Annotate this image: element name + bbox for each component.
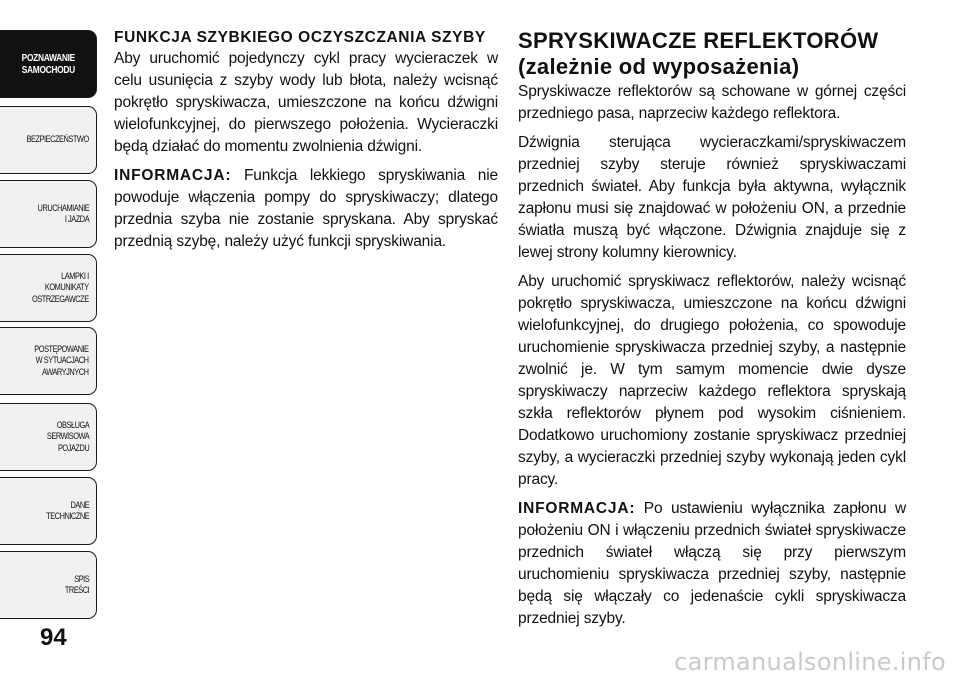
body-paragraph: Spryskiwacze reflektorów są schowane w górnej części przedniego pasa, naprzeciw każdego reflektora. [518,83,906,122]
tab-label: POZNAWANIE SAMOCHODU [21,52,75,76]
tab-uruchamianie-i-jazda[interactable] [0,180,97,248]
tab-label: POSTĘPOWANIE W SYTUACJACH AWARYJNYCH [34,343,89,378]
info-note [518,498,906,630]
right-column [518,28,906,637]
info-note-text: Funkcja lekkiego spryskiwania nie powoduje włączenia pompy do spryskiwaczy; dlatego przednia szyba nie zostanie spryskana. Aby spryskać przednią szybę, należy użyć funkcji spryskiwania. [114,167,498,250]
tab-lampki-i-komunikaty[interactable] [0,254,97,322]
body-paragraph: Aby uruchomić spryskiwacz reflektorów, należy wcisnąć pokrętło spryskiwacza, umieszczone na końcu dźwigni wielofunkcyjnej, do drugiego położenia, co spowoduje uruchomienie spryskiwacza przedniej szyby, a następnie zwolnić je. W tym samym momencie dwie dysze spryskiwaczy naprzeciw każdego reflektora spryskają szkła reflektorów płynem pod wysokim ciśnieniem. Dodatkowo uruchomiony zostanie spryskiwacz przedniej szyby, a wycieraczki przedniej szyby wykonają jeden cykl pracy. [518,273,906,488]
section-heading-line1: SPRYSKIWACZE REFLEKTORÓW [518,28,879,53]
body-paragraph: Aby uruchomić pojedynczy cykl pracy wycieraczek w celu usunięcia z szyby wody lub błota, należy wcisnąć pokrętło spryskiwacza, umieszczone na końcu dźwigni wielofunkcyjnej, do pierwszego położenia. Wycieraczki będą działać do momentu zwolnienia dźwigni. [114,50,498,155]
tab-label: OBSŁUGA SERWISOWA POJAZDU [46,419,89,454]
tab-dane-techniczne[interactable] [0,477,97,545]
section-heading-line2: (zależnie od wyposażenia) [518,54,800,79]
tab-obsluga-serwisowa[interactable] [0,403,97,471]
section-heading: FUNKCJA SZYBKIEGO OCZYSZCZANIA SZYBY [114,29,486,46]
tab-label: BEZPIECZEŃSTWO [26,134,89,146]
left-column [114,28,498,260]
tab-poznawanie-samochodu[interactable] [0,30,97,98]
tab-label: SPIS TREŚCI [64,573,89,596]
tab-postepowanie-awaryjne[interactable] [0,327,97,395]
info-note-text: Po ustawieniu wyłącznika zapłonu w położeniu ON i włączeniu przednich świateł spryskiwacze przednich świateł włączą się przy pierwszym uruchomieniu spryskiwacza przedniej szyby, następnie będą się włączały co jedenaście cykli spryskiwacza przedniej szyby. [518,500,906,627]
info-note-label: INFORMACJA: [518,500,636,517]
info-note-label: INFORMACJA: [114,167,232,184]
tab-label: LAMPKI I KOMUNIKATY OSTRZEGAWCZE [32,270,89,305]
watermark: carmanualsonline.info [674,648,946,676]
tab-label: DANE TECHNICZNE [45,499,89,522]
tab-bezpieczenstwo[interactable] [0,106,97,174]
body-paragraph: Dźwignia sterująca wycieraczkami/spryskiwaczem przedniej szyby steruje również spryskiwaczami przednich świateł. Aby funkcja była aktywna, wyłącznik zapłonu musi się znajdować w położeniu ON, a przednie światła muszą być włączone. Dźwignia znajduje się z lewej strony kolumny kierownicy. [518,134,906,261]
info-note [114,165,498,253]
tab-spis-tresci[interactable] [0,551,97,619]
section-heading [518,28,906,80]
page-number: 94 [40,624,67,651]
tab-label: URUCHAMIANIE I JAZDA [37,202,89,225]
